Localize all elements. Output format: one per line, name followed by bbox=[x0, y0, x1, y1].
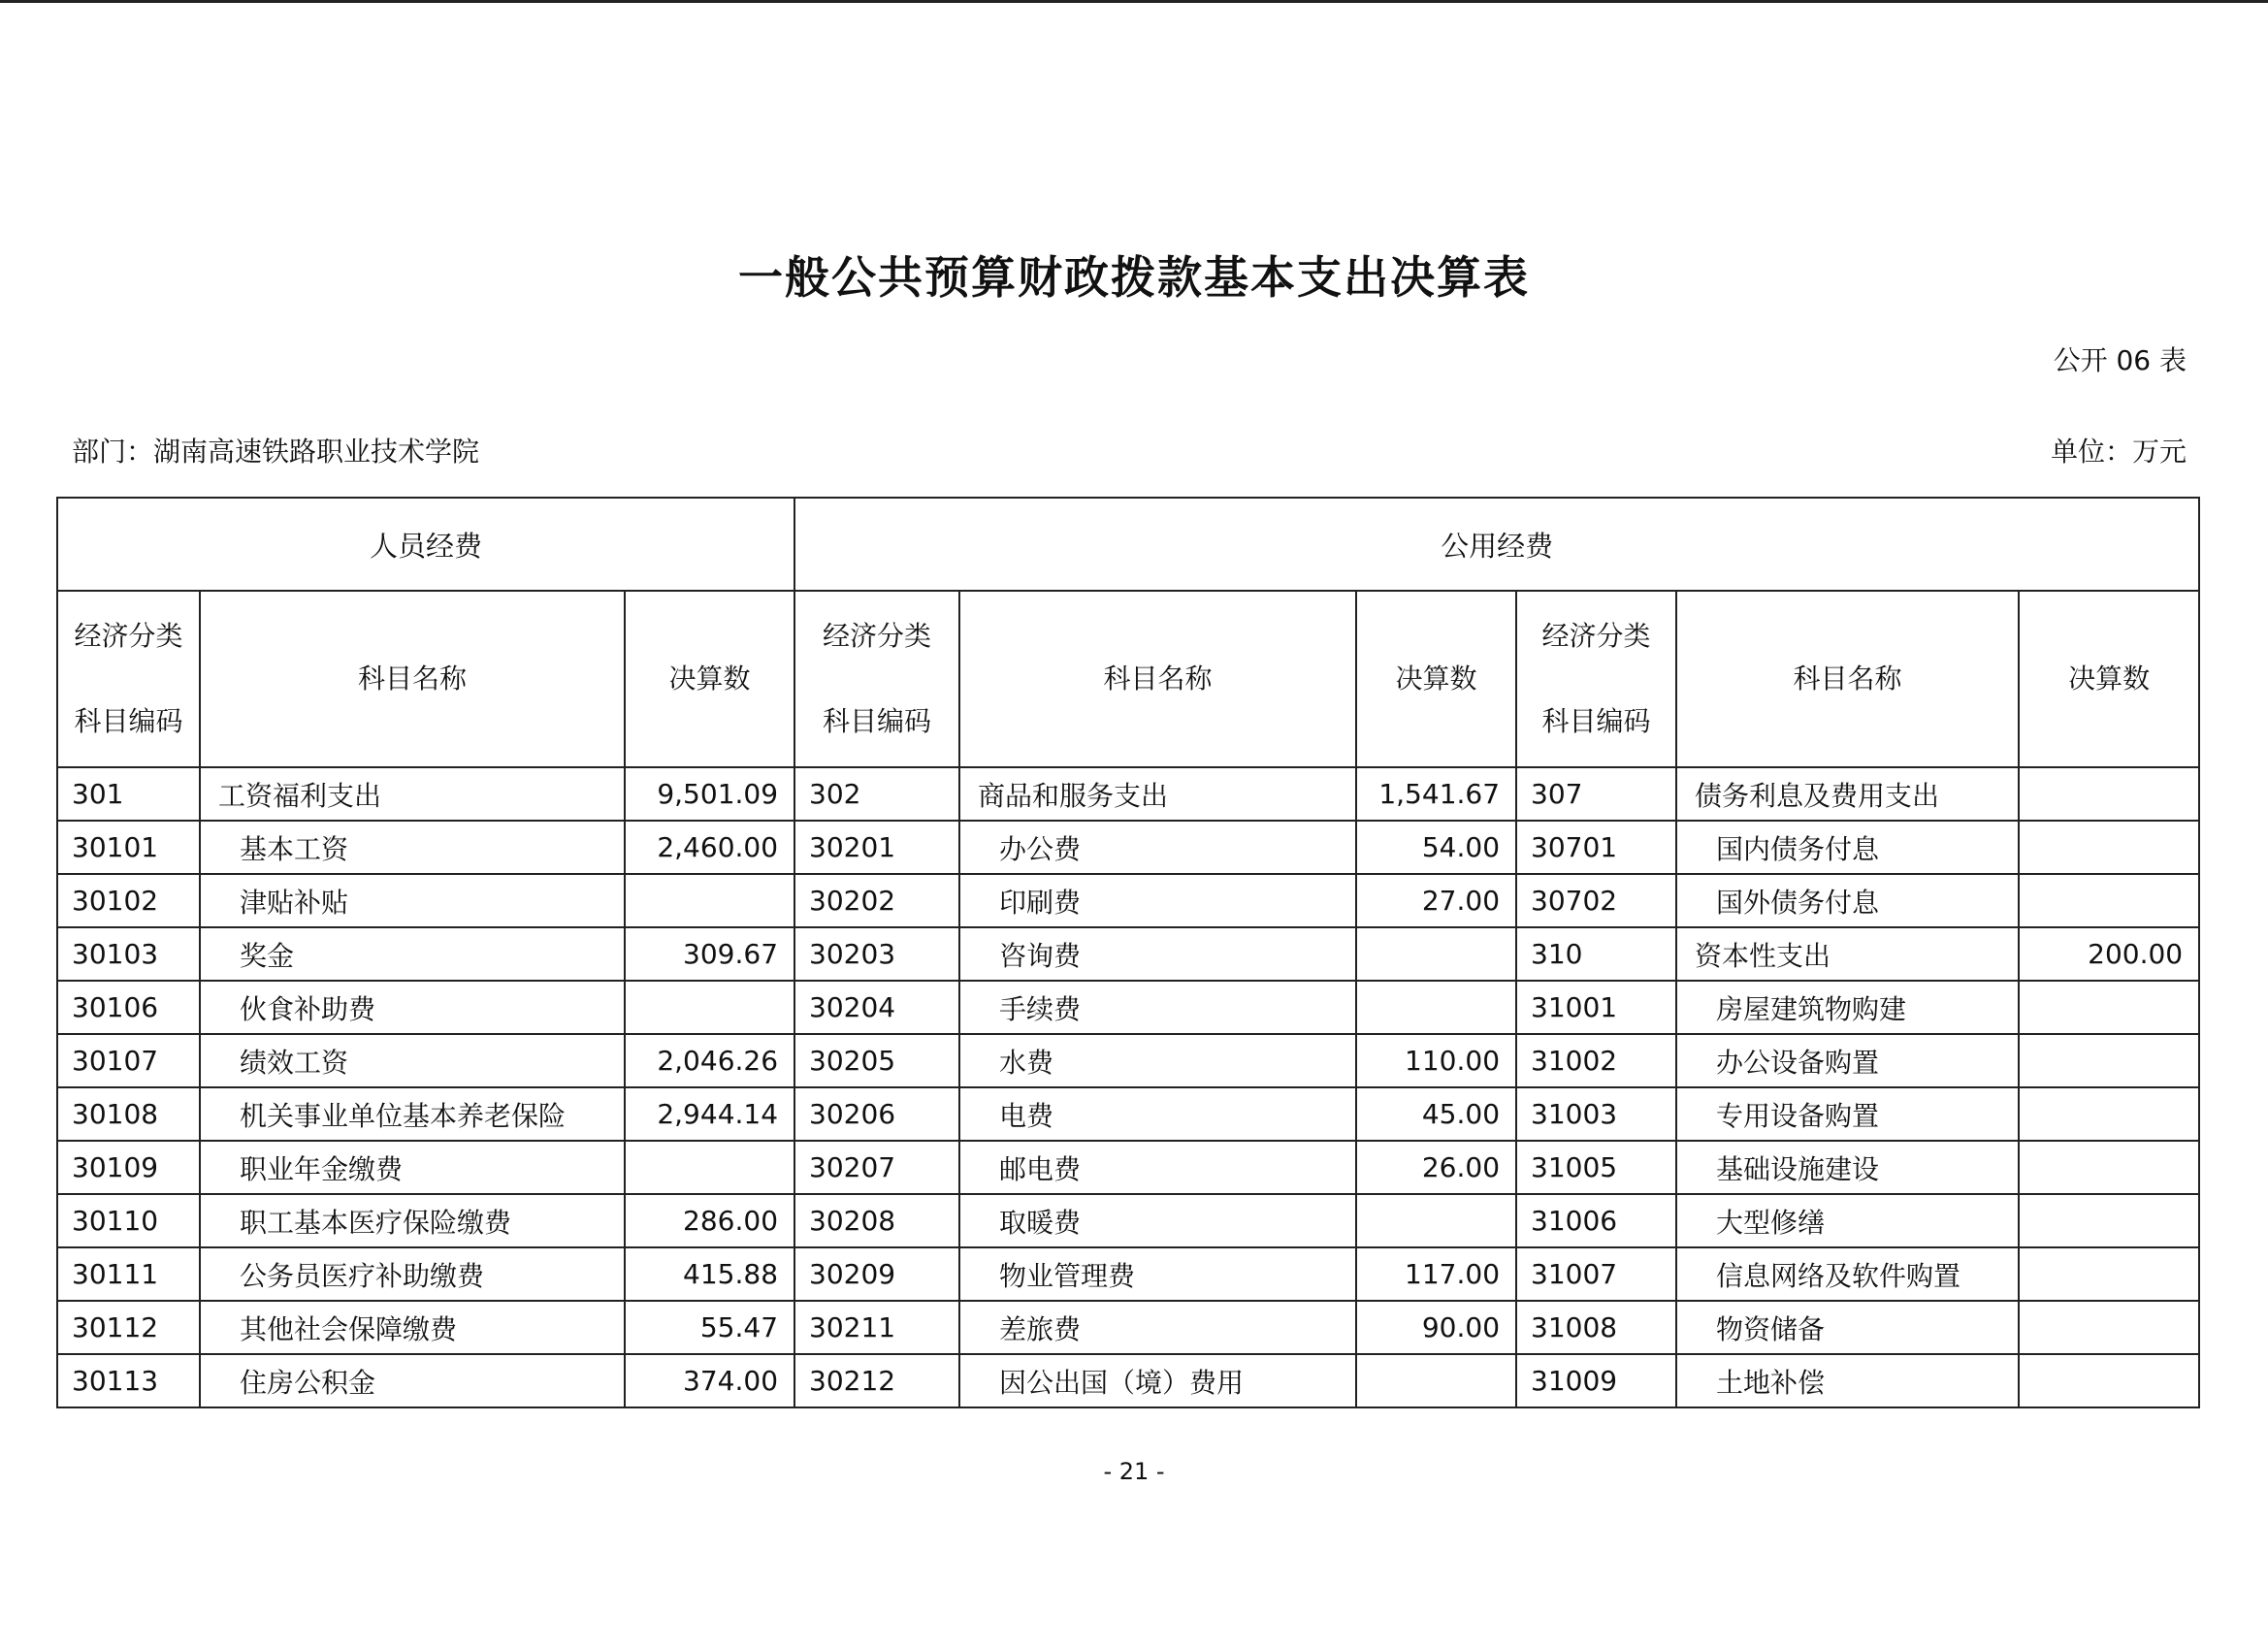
amount-cell bbox=[2019, 981, 2199, 1034]
name-cell: 工资福利支出 bbox=[200, 767, 625, 821]
table-row bbox=[57, 821, 2199, 874]
amount-cell bbox=[1356, 927, 1516, 981]
col-header-code-line2: 科目编码 bbox=[823, 705, 932, 737]
name-cell: 商品和服务支出 bbox=[959, 767, 1356, 821]
code-cell: 30111 bbox=[57, 1247, 200, 1301]
name-cell: 职工基本医疗保险缴费 bbox=[200, 1194, 625, 1247]
amount-cell: 374.00 bbox=[625, 1354, 794, 1407]
department-label: 部门：湖南高速铁路职业技术学院 bbox=[72, 436, 480, 468]
name-cell: 债务利息及费用支出 bbox=[1676, 767, 2019, 821]
col-header-code-3 bbox=[1516, 591, 1676, 767]
col-header-code-line1: 经济分类 bbox=[823, 620, 932, 652]
name-cell: 办公设备购置 bbox=[1676, 1034, 2019, 1087]
name-cell: 取暖费 bbox=[959, 1194, 1356, 1247]
code-cell: 30211 bbox=[794, 1301, 959, 1354]
name-cell: 资本性支出 bbox=[1676, 927, 2019, 981]
name-cell: 奖金 bbox=[200, 927, 625, 981]
code-cell: 30702 bbox=[1516, 874, 1676, 927]
col-header-amount-3: 决算数 bbox=[2019, 591, 2199, 767]
amount-cell bbox=[1356, 1194, 1516, 1247]
table-row bbox=[57, 981, 2199, 1034]
name-cell: 邮电费 bbox=[959, 1141, 1356, 1194]
name-cell: 咨询费 bbox=[959, 927, 1356, 981]
name-cell: 印刷费 bbox=[959, 874, 1356, 927]
name-cell: 专用设备购置 bbox=[1676, 1087, 2019, 1141]
code-cell: 30101 bbox=[57, 821, 200, 874]
name-cell: 公务员医疗补助缴费 bbox=[200, 1247, 625, 1301]
form-number: 公开 06 表 bbox=[2053, 344, 2187, 376]
name-cell: 手续费 bbox=[959, 981, 1356, 1034]
code-cell: 307 bbox=[1516, 767, 1676, 821]
code-cell: 31008 bbox=[1516, 1301, 1676, 1354]
name-cell: 房屋建筑物购建 bbox=[1676, 981, 2019, 1034]
code-cell: 30112 bbox=[57, 1301, 200, 1354]
col-header-amount-1: 决算数 bbox=[625, 591, 794, 767]
code-cell: 30110 bbox=[57, 1194, 200, 1247]
name-cell: 津贴补贴 bbox=[200, 874, 625, 927]
code-cell: 30109 bbox=[57, 1141, 200, 1194]
code-cell: 30102 bbox=[57, 874, 200, 927]
amount-cell: 309.67 bbox=[625, 927, 794, 981]
table-row bbox=[57, 1247, 2199, 1301]
col-header-name-1: 科目名称 bbox=[200, 591, 625, 767]
group-header-personnel: 人员经费 bbox=[57, 498, 794, 591]
col-header-code-1 bbox=[57, 591, 200, 767]
name-cell: 其他社会保障缴费 bbox=[200, 1301, 625, 1354]
amount-cell: 26.00 bbox=[1356, 1141, 1516, 1194]
amount-cell: 27.00 bbox=[1356, 874, 1516, 927]
name-cell: 信息网络及软件购置 bbox=[1676, 1247, 2019, 1301]
amount-cell bbox=[2019, 1247, 2199, 1301]
code-cell: 31006 bbox=[1516, 1194, 1676, 1247]
top-border-line bbox=[0, 0, 2268, 3]
name-cell: 机关事业单位基本养老保险 bbox=[200, 1087, 625, 1141]
group-header-public: 公用经费 bbox=[794, 498, 2199, 591]
document-title: 一般公共预算财政拨款基本支出决算表 bbox=[738, 251, 1530, 304]
amount-cell bbox=[2019, 1194, 2199, 1247]
col-header-code-line1: 经济分类 bbox=[74, 620, 183, 652]
code-cell: 30201 bbox=[794, 821, 959, 874]
amount-cell bbox=[2019, 1087, 2199, 1141]
code-cell: 30103 bbox=[57, 927, 200, 981]
name-cell: 水费 bbox=[959, 1034, 1356, 1087]
amount-cell: 1,541.67 bbox=[1356, 767, 1516, 821]
code-cell: 30106 bbox=[57, 981, 200, 1034]
amount-cell bbox=[2019, 1034, 2199, 1087]
page-number: - 21 - bbox=[1103, 1458, 1165, 1485]
name-cell: 伙食补助费 bbox=[200, 981, 625, 1034]
table-row bbox=[57, 1034, 2199, 1087]
code-cell: 30107 bbox=[57, 1034, 200, 1087]
code-cell: 30108 bbox=[57, 1087, 200, 1141]
code-cell: 31009 bbox=[1516, 1354, 1676, 1407]
amount-cell bbox=[2019, 1301, 2199, 1354]
name-cell: 办公费 bbox=[959, 821, 1356, 874]
name-cell: 土地补偿 bbox=[1676, 1354, 2019, 1407]
col-header-code-line2: 科目编码 bbox=[74, 705, 183, 737]
code-cell: 30208 bbox=[794, 1194, 959, 1247]
amount-cell: 286.00 bbox=[625, 1194, 794, 1247]
table-row bbox=[57, 927, 2199, 981]
amount-cell bbox=[2019, 821, 2199, 874]
code-cell: 30701 bbox=[1516, 821, 1676, 874]
amount-cell bbox=[2019, 874, 2199, 927]
table-row bbox=[57, 1354, 2199, 1407]
amount-cell bbox=[1356, 1354, 1516, 1407]
code-cell: 30203 bbox=[794, 927, 959, 981]
col-header-code-line2: 科目编码 bbox=[1541, 705, 1651, 737]
code-cell: 30204 bbox=[794, 981, 959, 1034]
col-header-name-2: 科目名称 bbox=[959, 591, 1356, 767]
amount-cell: 55.47 bbox=[625, 1301, 794, 1354]
amount-cell bbox=[2019, 1141, 2199, 1194]
amount-cell: 117.00 bbox=[1356, 1247, 1516, 1301]
code-cell: 30207 bbox=[794, 1141, 959, 1194]
expenditure-table bbox=[56, 497, 2200, 1408]
amount-cell bbox=[1356, 981, 1516, 1034]
amount-cell: 200.00 bbox=[2019, 927, 2199, 981]
name-cell: 职业年金缴费 bbox=[200, 1141, 625, 1194]
amount-cell bbox=[625, 1141, 794, 1194]
code-cell: 31002 bbox=[1516, 1034, 1676, 1087]
amount-cell: 2,046.26 bbox=[625, 1034, 794, 1087]
name-cell: 物资储备 bbox=[1676, 1301, 2019, 1354]
amount-cell: 90.00 bbox=[1356, 1301, 1516, 1354]
table-row bbox=[57, 1087, 2199, 1141]
table-row bbox=[57, 767, 2199, 821]
name-cell: 大型修缮 bbox=[1676, 1194, 2019, 1247]
code-cell: 30206 bbox=[794, 1087, 959, 1141]
amount-cell: 9,501.09 bbox=[625, 767, 794, 821]
amount-cell: 110.00 bbox=[1356, 1034, 1516, 1087]
table-row bbox=[57, 1301, 2199, 1354]
col-header-amount-2: 决算数 bbox=[1356, 591, 1516, 767]
amount-cell bbox=[625, 874, 794, 927]
col-header-name-3: 科目名称 bbox=[1676, 591, 2019, 767]
code-cell: 310 bbox=[1516, 927, 1676, 981]
name-cell: 基础设施建设 bbox=[1676, 1141, 2019, 1194]
code-cell: 301 bbox=[57, 767, 200, 821]
name-cell: 电费 bbox=[959, 1087, 1356, 1141]
name-cell: 国内债务付息 bbox=[1676, 821, 2019, 874]
code-cell: 30212 bbox=[794, 1354, 959, 1407]
name-cell: 物业管理费 bbox=[959, 1247, 1356, 1301]
amount-cell: 54.00 bbox=[1356, 821, 1516, 874]
name-cell: 国外债务付息 bbox=[1676, 874, 2019, 927]
table-row bbox=[57, 874, 2199, 927]
amount-cell: 2,460.00 bbox=[625, 821, 794, 874]
table-row bbox=[57, 1194, 2199, 1247]
code-cell: 30209 bbox=[794, 1247, 959, 1301]
code-cell: 31003 bbox=[1516, 1087, 1676, 1141]
code-cell: 30202 bbox=[794, 874, 959, 927]
amount-cell bbox=[2019, 767, 2199, 821]
name-cell: 绩效工资 bbox=[200, 1034, 625, 1087]
col-header-code-2 bbox=[794, 591, 959, 767]
name-cell: 差旅费 bbox=[959, 1301, 1356, 1354]
code-cell: 30113 bbox=[57, 1354, 200, 1407]
amount-cell: 2,944.14 bbox=[625, 1087, 794, 1141]
col-header-code-line1: 经济分类 bbox=[1541, 620, 1651, 652]
code-cell: 302 bbox=[794, 767, 959, 821]
code-cell: 31007 bbox=[1516, 1247, 1676, 1301]
code-cell: 30205 bbox=[794, 1034, 959, 1087]
name-cell: 因公出国（境）费用 bbox=[959, 1354, 1356, 1407]
unit-label: 单位：万元 bbox=[2050, 436, 2187, 468]
amount-cell: 415.88 bbox=[625, 1247, 794, 1301]
name-cell: 住房公积金 bbox=[200, 1354, 625, 1407]
code-cell: 31005 bbox=[1516, 1141, 1676, 1194]
amount-cell bbox=[625, 981, 794, 1034]
table-row bbox=[57, 1141, 2199, 1194]
amount-cell: 45.00 bbox=[1356, 1087, 1516, 1141]
name-cell: 基本工资 bbox=[200, 821, 625, 874]
amount-cell bbox=[2019, 1354, 2199, 1407]
code-cell: 31001 bbox=[1516, 981, 1676, 1034]
